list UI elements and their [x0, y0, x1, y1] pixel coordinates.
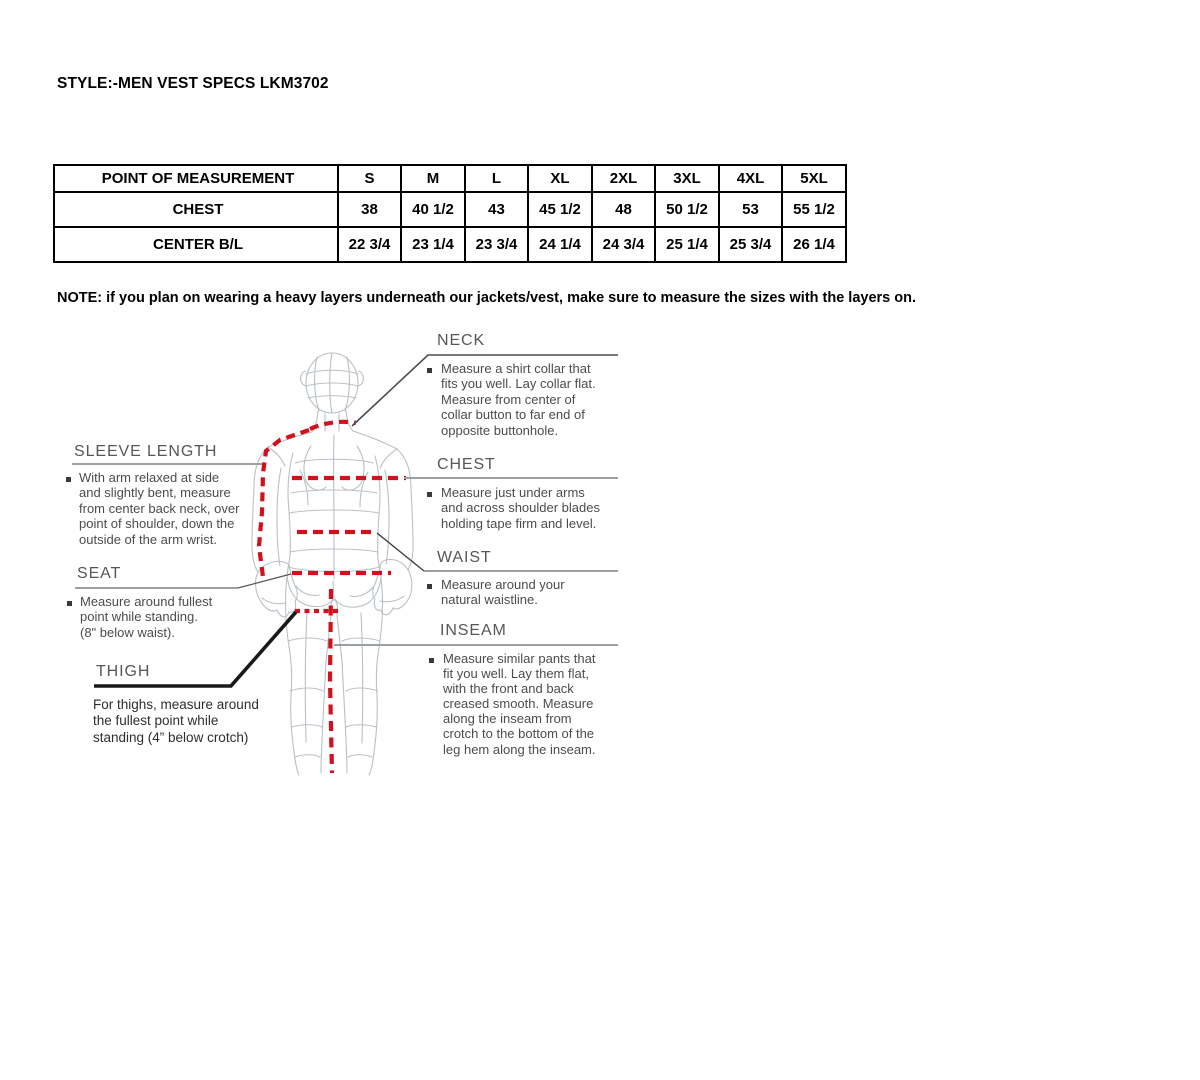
description-line: with the front and back	[443, 681, 574, 697]
size-value-cell: 24 3/4	[592, 227, 655, 262]
section-description	[79, 470, 239, 547]
description-line: collar button to far end of	[441, 407, 585, 423]
description-line: the fullest point while	[93, 713, 219, 729]
bullet-square-icon	[427, 584, 432, 589]
header-cell: L	[465, 165, 528, 192]
description-line: fits you well. Lay collar flat.	[441, 376, 596, 392]
description-line: point of shoulder, down the	[79, 516, 235, 532]
seat-connector	[238, 574, 291, 588]
section-title: SEAT	[77, 565, 122, 582]
description-line: natural waistline.	[441, 592, 538, 608]
description-line: holding tape firm and level.	[441, 515, 597, 531]
section-description	[441, 577, 565, 608]
size-value-cell: 22 3/4	[338, 227, 401, 262]
size-value-cell: 45 1/2	[528, 192, 592, 227]
size-value-cell: 43	[465, 192, 528, 227]
description-line: creased smooth. Measure	[443, 696, 594, 712]
size-value-cell: 53	[719, 192, 782, 227]
description-line: Measure around your	[441, 577, 565, 592]
size-value-cell: 24 1/4	[528, 227, 592, 262]
bullet-square-icon	[66, 477, 71, 482]
section-description	[80, 594, 212, 640]
description-line: outside of the arm wrist.	[79, 531, 217, 547]
description-line: Measure similar pants that	[443, 651, 596, 666]
section-title: CHEST	[437, 456, 496, 473]
size-value-cell: 26 1/4	[782, 227, 846, 262]
note-text: NOTE: if you plan on wearing a heavy layers underneath our jackets/vest, make sure to measure the sizes with the layers on.	[57, 290, 917, 306]
section-title: THIGH	[96, 663, 151, 680]
description-line: and across shoulder blades	[441, 500, 600, 516]
header-cell: XL	[528, 165, 592, 192]
header-cell: S	[338, 165, 401, 192]
size-value-cell: 48	[592, 192, 655, 227]
size-value-cell: 55 1/2	[782, 192, 846, 227]
section-description	[443, 651, 595, 757]
description-line: crotch to the bottom of the	[443, 726, 595, 742]
row-label-cell: CHEST	[54, 192, 338, 227]
description-line: Measure around fullest	[80, 594, 213, 609]
waist-connector	[377, 533, 424, 571]
section-title: WAIST	[437, 549, 492, 566]
section-description	[441, 485, 600, 531]
section-title: SLEEVE LENGTH	[74, 443, 218, 460]
size-value-cell: 38	[338, 192, 401, 227]
bullet-square-icon	[427, 492, 432, 497]
size-value-cell: 23 3/4	[465, 227, 528, 262]
size-value-cell: 23 1/4	[401, 227, 465, 262]
section-description	[93, 697, 259, 746]
size-value-cell: 50 1/2	[655, 192, 719, 227]
description-line: opposite buttonhole.	[441, 422, 559, 438]
header-cell: 3XL	[655, 165, 719, 192]
description-line: Measure from center of	[441, 391, 576, 407]
header-cell: M	[401, 165, 465, 192]
description-line: along the inseam from	[443, 711, 572, 727]
size-value-cell: 40 1/2	[401, 192, 465, 227]
style-title: STYLE:-MEN VEST SPECS LKM3702	[57, 75, 329, 92]
row-label-cell: CENTER B/L	[54, 227, 338, 262]
description-line: fit you well. Lay them flat,	[443, 666, 589, 682]
description-line: from center back neck, over	[79, 500, 240, 516]
description-line: point while standing.	[80, 609, 198, 625]
description-line: leg hem along the inseam.	[443, 741, 596, 757]
header-cell: POINT OF MEASUREMENT	[54, 165, 338, 192]
description-line: With arm relaxed at side	[79, 470, 220, 485]
bullet-square-icon	[67, 601, 72, 606]
sleeve-measure-line	[259, 430, 309, 577]
header-cell: 5XL	[782, 165, 846, 192]
header-cell: 4XL	[719, 165, 782, 192]
section-description	[441, 361, 596, 438]
size-value-cell: 25 1/4	[655, 227, 719, 262]
section-title: INSEAM	[440, 622, 507, 639]
header-cell: 2XL	[592, 165, 655, 192]
description-line: Measure just under arms	[441, 485, 585, 500]
description-line: For thighs, measure around	[93, 697, 259, 712]
section-title: NECK	[437, 332, 486, 349]
bullet-square-icon	[429, 658, 434, 663]
description-line: and slightly bent, measure	[79, 485, 231, 501]
size-value-cell: 25 3/4	[719, 227, 782, 262]
description-line: (8" below waist).	[80, 624, 175, 640]
description-line: Measure a shirt collar that	[441, 361, 591, 376]
bullet-square-icon	[427, 368, 432, 373]
description-line: standing (4” below crotch)	[93, 729, 249, 745]
